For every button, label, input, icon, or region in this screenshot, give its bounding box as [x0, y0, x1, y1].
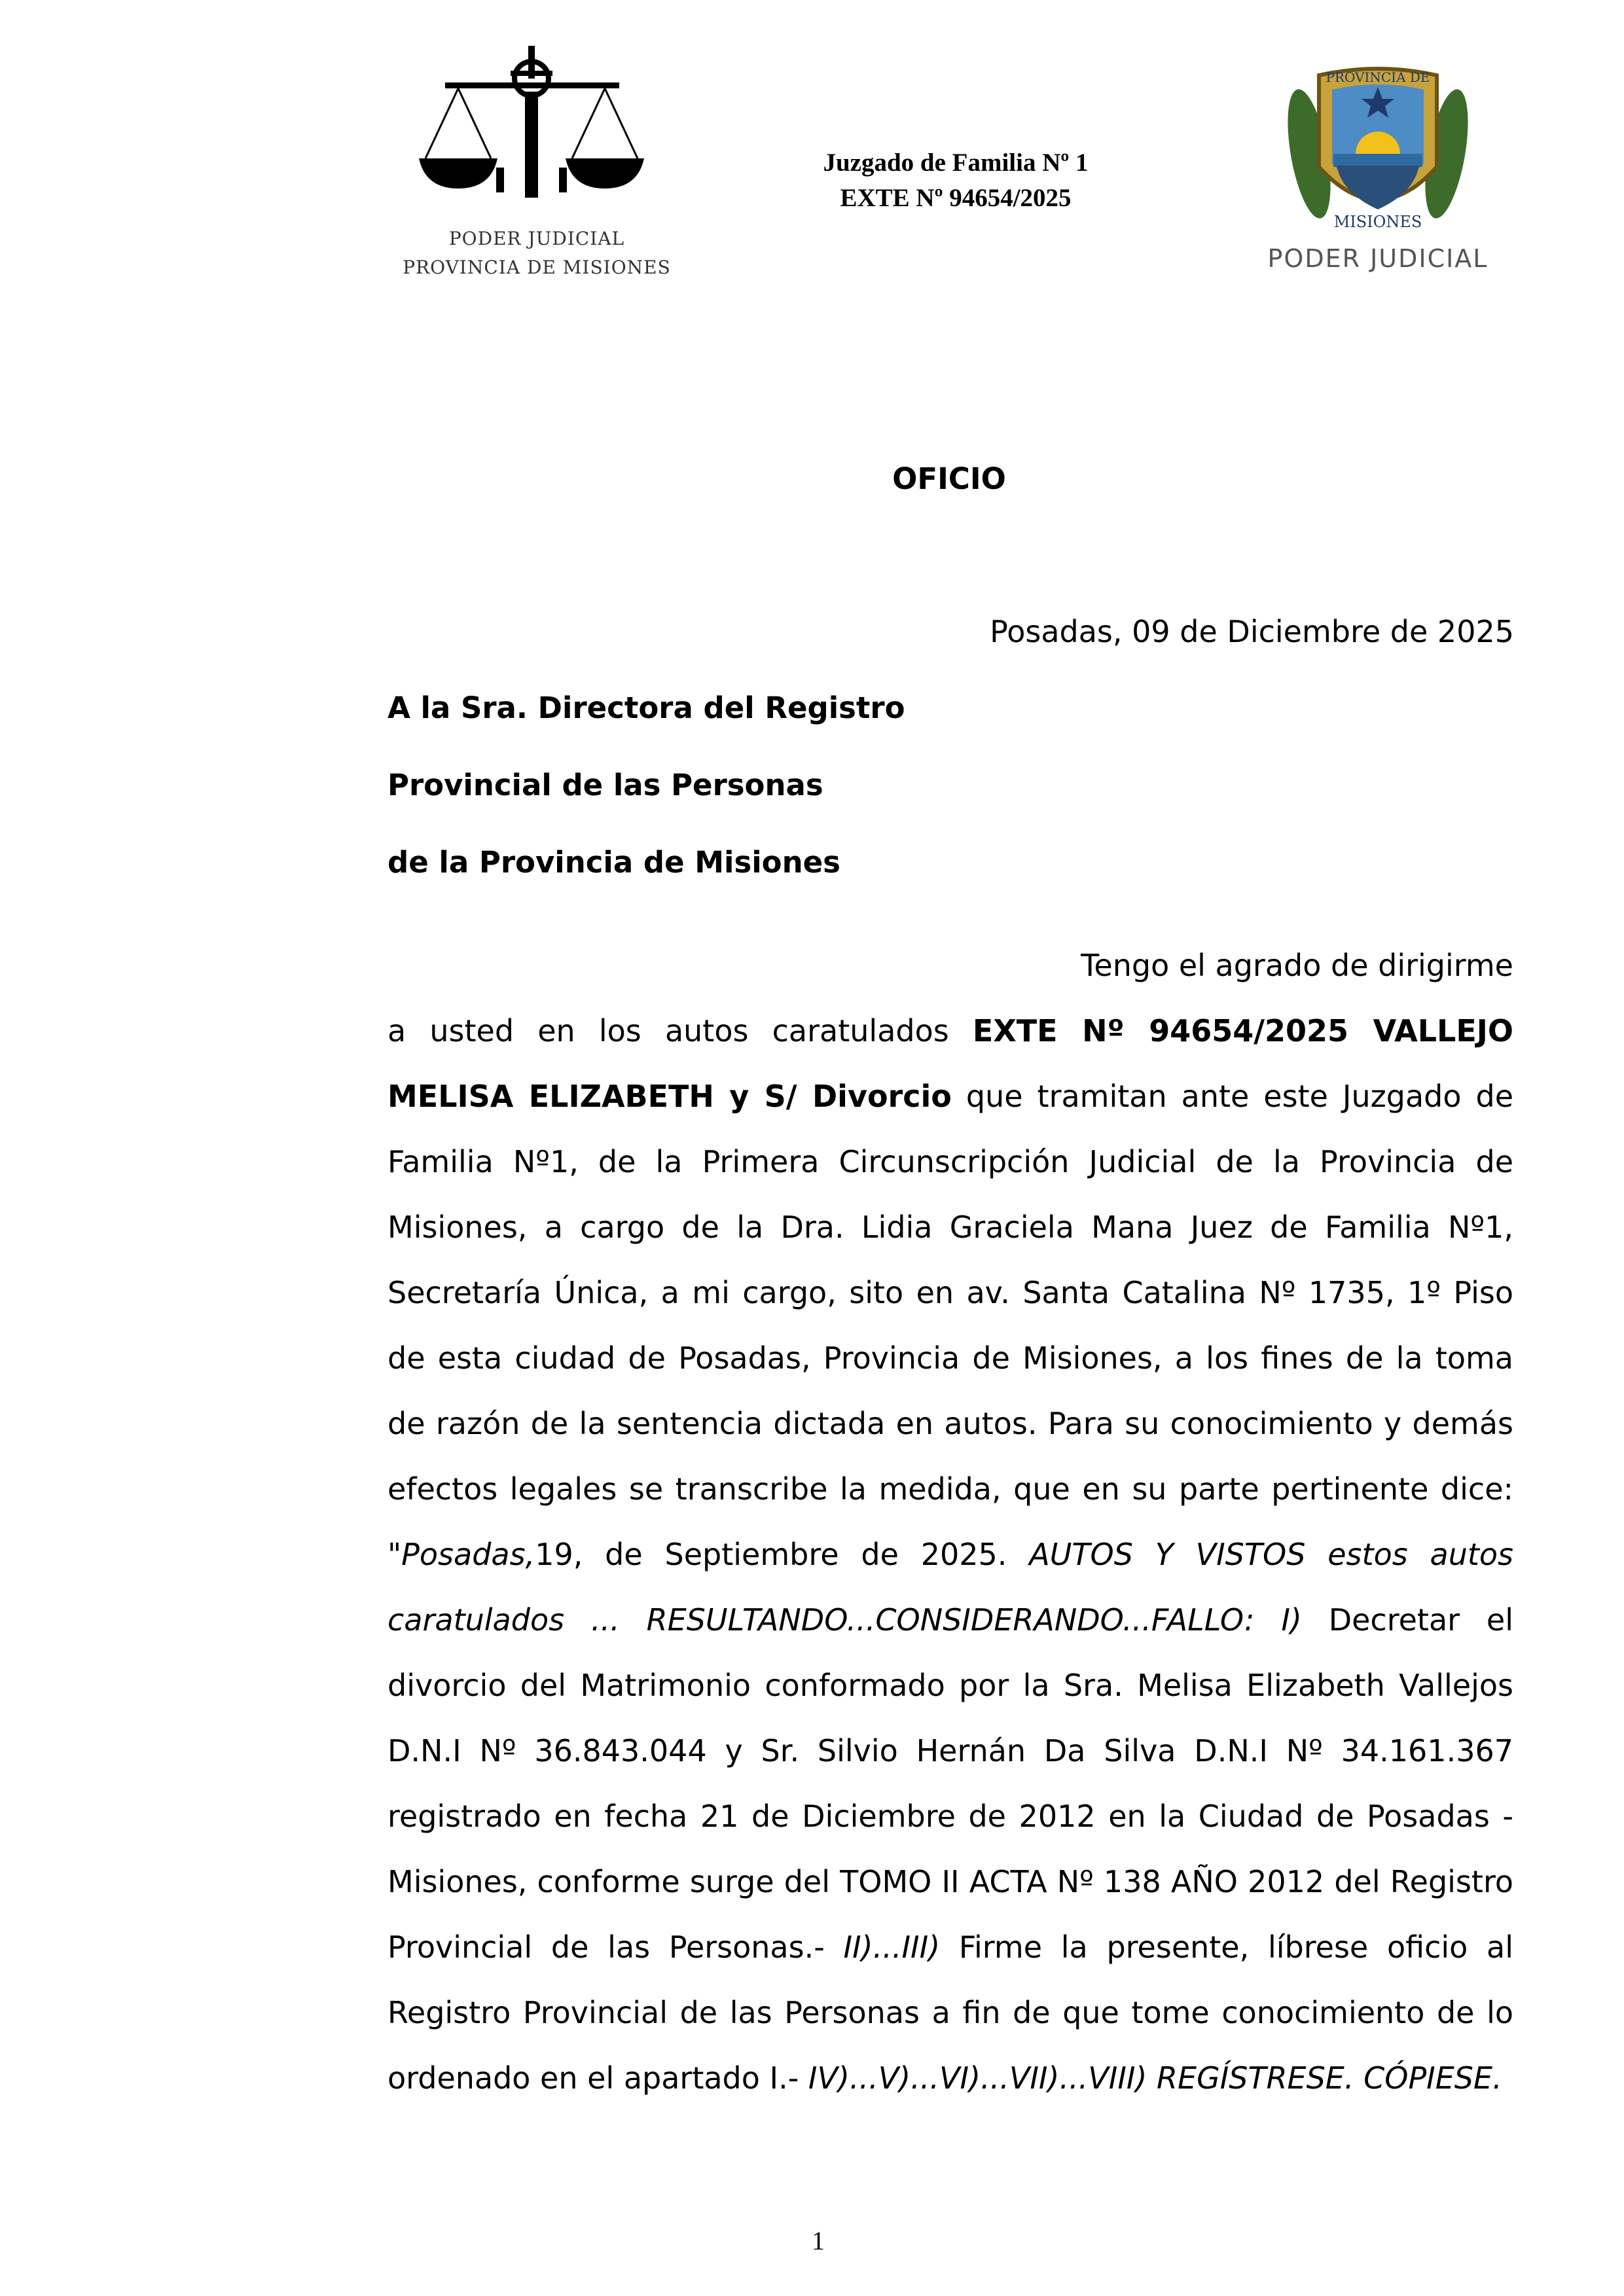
- provincial-seal-icon: [1237, 56, 1519, 239]
- body-text-a: a usted en los autos caratulados: [388, 1013, 973, 1049]
- quote-italic-2: AUTOS Y VISTOS estos autos caratulados ... RESULTANDO...CONSIDERANDO...FALLO: I): [388, 1537, 1514, 1638]
- seal-top-text: PROVINCIA DE: [1326, 69, 1430, 85]
- body-text-c: 19, de Septiembre de 2025.: [535, 1537, 1030, 1572]
- body-text-b: que tramitan ante este Juzgado de Familia Nº1, de la Primera Circunscripción Judicial de la Provincia de Misiones, a cargo de la Dra. Lidia Graciela Mana Juez de Familia Nº1, Secretaría Única, a mi cargo, sito en av. Santa Catalina Nº 1735, 1º Piso de esta ciudad de Posadas, Provincia de Misiones, a los fines de la toma de razón de la sentencia dictada en autos. Para su conocimiento y demás efectos legales se transcribe la medida, que en su parte pertinente dice: ": [388, 1079, 1514, 1572]
- seal-bottom-text: MISIONES: [1333, 213, 1422, 231]
- left-logo-line2: PROVINCIA DE MISIONES: [403, 257, 671, 278]
- right-logo-caption: PODER JUDICIAL: [1267, 244, 1489, 273]
- opening-line: Tengo el agrado de dirigirme: [1081, 948, 1513, 983]
- document-title: OFICIO: [892, 461, 1006, 496]
- case-number: EXTE Nº 94654/2025: [840, 184, 1072, 212]
- addressee-line1: A la Sra. Directora del Registro: [388, 691, 905, 725]
- provincia-misiones-seal-logo: [1237, 56, 1519, 291]
- document-date: Posadas, 09 de Diciembre de 2025: [990, 614, 1514, 649]
- document-header: [753, 145, 1159, 216]
- quote-italic-3: II)...III): [843, 1929, 941, 1965]
- body-paragraph: [388, 933, 1513, 2111]
- addressee-line2: Provincial de las Personas: [388, 768, 823, 802]
- quote-italic-4: IV)...V)...VI)...VII)...VIII) REGÍSTRESE. CÓPIESE.: [808, 2060, 1502, 2096]
- body-text-d: Decretar el divorcio del Matrimonio conformado por la Sra. Melisa Elizabeth Vallejos D.N.I Nº 36.843.044 y Sr. Silvio Hernán Da Silva D.N.I Nº 34.161.367 registrado en fecha 21 de Diciembre de 2012 en la Ciudad de Posadas - Misiones, conforme surge del TOMO II ACTA Nº 138 AÑO 2012 del Registro Provincial de las Personas.-: [388, 1602, 1513, 1965]
- left-logo-line1: PODER JUDICIAL: [448, 228, 625, 249]
- poder-judicial-scales-logo: [399, 39, 674, 288]
- page-number: 1: [812, 2226, 825, 2255]
- quote-italic-1: Posadas,: [401, 1537, 535, 1572]
- addressee-line3: de la Provincia de Misiones: [388, 845, 840, 880]
- case-caption: EXTE Nº 94654/2025 VALLEJO MELISA ELIZABETH y S/ Divorcio: [388, 1013, 1513, 1114]
- court-name: Juzgado de Familia Nº 1: [823, 149, 1089, 177]
- scales-of-justice-icon: [399, 39, 674, 223]
- body-text-e: Firme la presente, líbrese oficio al Registro Provincial de las Personas a fin de que tome conocimiento de lo ordenado en el apartado I.-: [388, 1929, 1514, 2096]
